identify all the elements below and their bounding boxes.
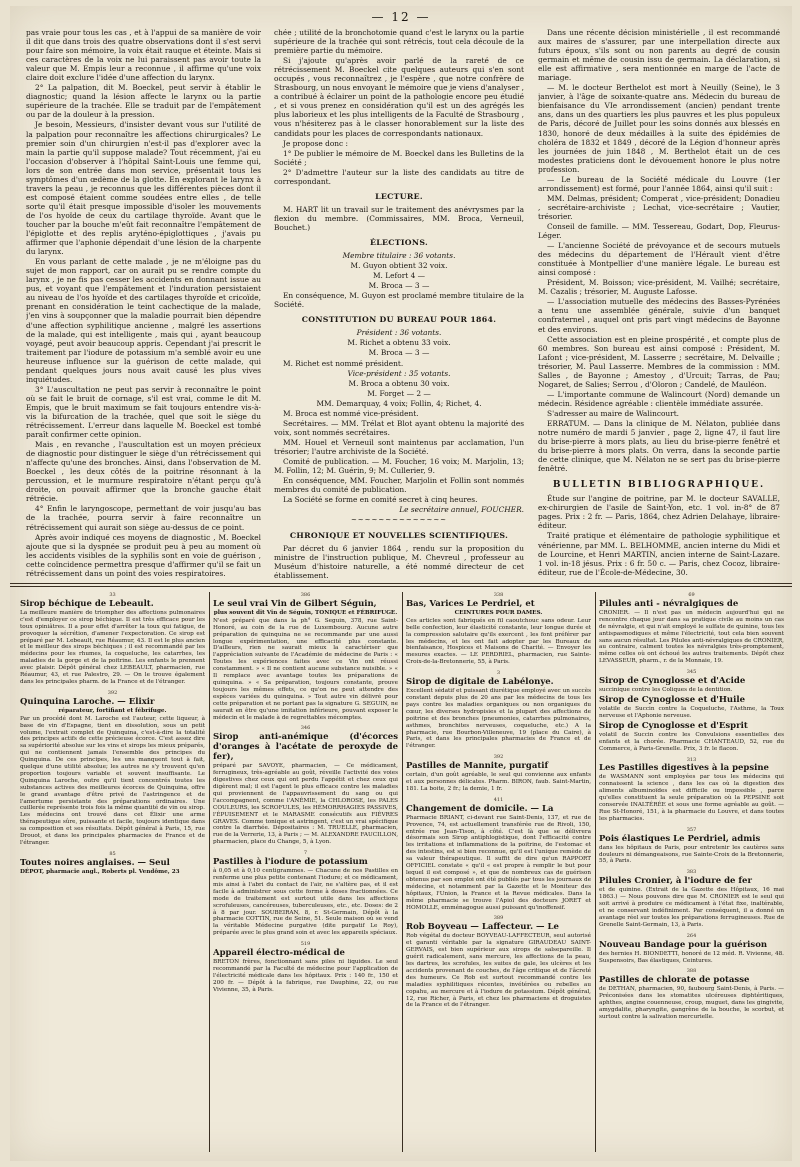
advert-title: Pastilles de Mannite, purgatif bbox=[406, 761, 549, 772]
vote-heading: Membre titulaire : 36 votants. bbox=[342, 251, 456, 261]
paragraph: chée ; utilité de la bronchotomie quand c'est le larynx ou la partie supérieure de la trachée qui sont rétrécis, tout cela découle de la première partie du mémoire. bbox=[274, 28, 524, 56]
advert bbox=[213, 857, 398, 937]
advert-title: Pastilles de chlorate de potasse bbox=[599, 975, 750, 986]
advert-body: succinique contre les Coliques de la dentition. bbox=[599, 687, 733, 694]
ad-number: 264 bbox=[686, 932, 697, 939]
ad-number: 3 bbox=[496, 670, 501, 677]
paragraph: 3° L'auscultation ne peut pas servir à reconnaître le point où se fait le bruit de cornage, s'il est vrai, comme le dit M. Empis, que le bruit maximum se fait toujours entendre vis-à-vis la bifurcation de la trachée, quel que soit le siège du rétrécissement. L'erreur dans laquelle M. Boeckel est tombé paraît confirmer cette opinion. bbox=[26, 384, 261, 440]
article-column-3 bbox=[538, 28, 780, 580]
ad-number: 345 bbox=[686, 669, 697, 676]
advert bbox=[406, 677, 591, 750]
advert-body: N'est préparé que dans la ph° G. Seguin, 378, rue Saint-Honoré, au coin de la rue de Luxembourg. Aucune autre préparation de quinquina ne se recommande par une aussi longue expérimentation, une efficacité plus constante. D'ailleurs, rien ne saurait mieux la caractériser que l'appréciation suivante de l'Académie de médecine de Paris : « Toutes les expériences faites avec ce Vin ont réussi constamment. » « Il ne contient aucune substance nuisible. » « Il remplace avec avantage toutes les préparations de quinquina. » « Sa préparation, toujours constante, prouve toujours les mêmes effets, ce qu'on ne peut attendre des espèces variées du quinquina. » Tout autre vin délivré pour cette préparation et ne portant pas la signature G. SEGUIN, ne saurait en être qu'une imitation inférieure, pouvant exposer le médecin et le malade à de regrettables mécomptes. bbox=[213, 617, 398, 721]
advert-title: Bas, Varices Le Perdriel, et bbox=[406, 598, 535, 609]
paragraph: 4° Enfin le laryngoscope, permettant de voir jusqu'au bas de la trachée, pourra servir à faire reconnaître un rétrécissement qui aurait son siège au-dessus de ce point. bbox=[26, 504, 261, 532]
advert-subtitle: CEINTURES POUR DAMES. bbox=[454, 609, 543, 616]
advert-body: certain, d'un goût agréable, le seul qui convienne aux enfants et aux personnes délicates. Pharm. BIRON, faub. Saint-Martin, 181. La boite, 2 fr.; la demie, 1 fr. bbox=[406, 772, 591, 792]
signature: Le secrétaire annuel, FOUCHER. bbox=[399, 505, 524, 515]
section-heading-lecture: LECTURE. bbox=[375, 191, 423, 201]
article-column-1 bbox=[26, 28, 261, 580]
bibliography-entry: Traité pratique et élémentaire de pathologie syphilitique et vénérienne, par MM. L. BELHOMME, ancien interne du Midi et de Lourcine, et Henri MARTIN, ancien interne de Saint-Lazare. 1 vol. in-18 jésus. Prix : 6 fr. 50 c. — Paris, chez Cocoz, libraire-éditeur, rue de l'École-de-Médecine, 30. bbox=[538, 531, 780, 577]
paragraph: Cette association est en pleine prospérité , et compte plus de 60 membres. Son bureau est ainsi composé : Président, M. Lafont ; vice-président, M. Lasserre ; secrétaire, M. Delvaille ; trésorier, M. Paul Lasserre. Membres de la commission : MM. Salles , de Bayonne ; Amestoy , d'Urcuit; Tarras, de Pau; Nogaret, de Salies; Serrou , d'Oloron ; Candelé, de Mauléon. bbox=[538, 334, 780, 389]
divider-rule bbox=[10, 583, 792, 584]
advert-body: volatile de Succin contre la Coqueluche, l'Asthme, la Toux nerveuse et l'Aphonie nerveuse. bbox=[599, 705, 784, 719]
paragraph: Je propose donc : bbox=[283, 138, 349, 148]
column-rule bbox=[209, 592, 210, 1152]
column-rule bbox=[402, 592, 403, 1152]
page-number: — 12 — bbox=[371, 10, 431, 24]
paragraph: M. HART lit un travail sur le traitement des anévrysmes par la flexion du membre. (Commissaires, MM. Broca, Verneuil, Bouchet.) bbox=[274, 204, 524, 232]
paragraph: Dans une récente décision ministérielle , il est recommandé aux maires de s'assurer, par une interpellation directe aux futurs époux, s'ils sont ou non parents au degré de cousin germain et même de cousin issu de germain. La déclaration, si elle est affirmative , sera mentionnée en marge de l'acte de mariage. bbox=[538, 28, 780, 83]
advert bbox=[213, 732, 398, 846]
advert-subtitle: DÉPOT, pharmacie angl., Roberts pl. Vendôme, 23 bbox=[20, 868, 180, 875]
advert-title: Sirop de Cynoglosse et d'Acide bbox=[599, 676, 746, 687]
advert-title: Rob Boyveau — Laffecteur. — Le bbox=[406, 922, 559, 933]
advert-column-1 bbox=[20, 592, 205, 1152]
ad-number: 389 bbox=[493, 915, 504, 922]
advert-body: dans les hôpitaux de Paris, pour entretenir les cautères sans douleurs ni démangeaisons, rue Sainte-Croix de la Bretonnerie, 55, à Paris. bbox=[599, 844, 784, 865]
vote-line: M. Broca — 3 — bbox=[368, 281, 430, 291]
advert-body: des hernies H. BIONDETTI, honoré de 12 méd. R. Vivienne, 48. Suspensoirs, Bas élastiques, Ceintures. bbox=[599, 950, 784, 964]
paragraph: MM. Houel et Verneuil sont maintenus par acclamation, l'un trésorier; l'autre archiviste de la Société. bbox=[274, 437, 524, 456]
advert bbox=[406, 804, 591, 912]
advert-title: Sirop de digitale de Labélonye. bbox=[406, 677, 554, 688]
advert bbox=[599, 599, 784, 665]
advert bbox=[20, 697, 205, 847]
section-heading-elections: ÉLECTIONS. bbox=[369, 237, 428, 247]
advert-title: Sirop béchique de Lebeault. bbox=[20, 598, 154, 609]
section-heading-bulletin: BULLETIN BIBLIOGRAPHIQUE. bbox=[552, 480, 766, 491]
advert-body: BRETON frères, fonctionnant sans piles ni liquides. Le seul recommandé par la Faculté de médecine pour l'application de l'électricité médicale dans les hôpitaux. Prix : 140 fr., 150 et 200 fr. — Dépôt à la fabrique, rue Dauphine, 22, ou rue Vivienne, 35, à Paris. bbox=[213, 959, 398, 993]
paragraph: pas vraie pour tous les cas , et à l'appui de sa manière de voir il dit que dans trois des quatre observations dont il s'est servi pour faire son mémoire, la voix était rauque et éteinte. Mais si ces caractères de la voix ne lui paraissent pas avoir toute la valeur que M. Empis leur a reconnue , il affirme qu'une voix claire doit exclure l'idée d'une affection du larynx. bbox=[26, 28, 261, 83]
advert-body: de DETHAN, pharmacien, 90, faubourg Saint-Denis, à Paris. — Préconisées dans les stomatites ulcéreuses diphtéritiques, aphthes, angine couenneuse, croup, muguet, dans les gingivite, amygdalite, pharyngite, gangrène de la bouche, le scorbut, et surtout contre la salivation mercurielle. bbox=[599, 986, 784, 1020]
ornament-divider: ~~~~~~~~~~~~~~ bbox=[350, 516, 448, 525]
paragraph: 2° D'admettre l'auteur sur la liste des candidats au titre de correspondant. bbox=[274, 167, 524, 186]
advert-title: Sirop de Cynoglosse et d'Huile bbox=[599, 694, 745, 705]
advert-body: CRONIER. — Il n'est pas un médecin aujourd'hui qui ne rencontre chaque jour dans sa pratique civile au moins un cas de névralgie, et qui n'ait employé le sulfate de quinine, tous les antispasmodiques et même l'électricité, tout cela bien souvent sans aucun résultat. Les Pilules anti-névralgiques de CRONIER, au contraire, calment toutes les névralgies très-promptement, même celles où ont échoué les autres traitements. Dépôt chez LEVASSEUR, pharm., r. de la Monnaie, 19. bbox=[599, 609, 784, 665]
paragraph: M. Richet est nommé président. bbox=[283, 358, 404, 368]
advert-body: Pharmacie BRIANT, ci-devant rue Saint-Denis, 137, et rue de Provence, 74, est actuellement transférée rue de Rivoli, 150, entrée rue Jean-Tison, à côté. C'est là que se délivrera désormais son Sirop antiphlogistique, dont l'efficacité contre les irritations et inflammations de la poitrine, de l'estomac et des intestins, est si bien reconnue, qu'il est l'unique remède de sa valeur thérapeutique. Il suffit de dire qu'un RAPPORT OFFICIEL constate « qu'il « est propre à remplir le but pour lequel il est composé », et que de nombreux cas de guérison obtenus par son emploi ont été publiés par tous les journaux de médecine, et notamment par la Gazette et le Moniteur des hôpitaux, l'Union, la France et la Revue médicales. Dans la même pharmacie se trouve l'Apiol des docteurs JORET et HOMOLLE, emménagogue aussi puissant qu'inoffensif. bbox=[406, 814, 591, 911]
advert-title: Nouveau Bandage pour la guérison bbox=[599, 939, 768, 950]
article-column-2 bbox=[274, 28, 524, 580]
ornament-divider bbox=[538, 579, 780, 580]
vote-line: M. Lefort 4 — bbox=[372, 271, 426, 281]
ad-number: 392 bbox=[493, 754, 504, 761]
paragraph: Comité de publication. — M. Foucher, 16 voix; M. Marjolin, 13; M. Follin, 12; M. Guérin, 9; M. Cullerier, 9. bbox=[274, 456, 524, 476]
divider-rule bbox=[10, 586, 792, 587]
ad-number: 338 bbox=[493, 592, 504, 598]
paragraph: Si j'ajoute qu'après avoir parlé de la rareté de ce rétrécissement M. Boeckel cite quelques auteurs qui s'en sont occupés , vous reconnaîtrez , je l'espère , que notre confrère de Strasbourg, un nous envoyant le mémoire que je viens d'analyser , a contribué à éclairer un point de la pathologie encore peu étudié , et si vous prenez en considération qu'il est un des agrégés les plus laborieux et les plus intelligents de la Faculté de Strasbourg , vous n'hésiterez pas à le classer honorablement sur la liste des candidats pour les places de correspondants nationaux. bbox=[274, 56, 524, 138]
ad-number: 346 bbox=[300, 725, 311, 732]
advert bbox=[20, 599, 205, 686]
column-rule bbox=[595, 592, 596, 1152]
paragraph: — L'importante commune de Walincourt (Nord) demande un médecin. Résidence agréable : clientèle immédiate assurée. bbox=[538, 389, 780, 408]
paragraph: — L'association mutuelle des médecins des Basses-Pyrénées a tenu une assemblée générale, suivie d'un banquet confraternel , auquel ont pris part vingt médecins de Bayonne et des environs. bbox=[538, 297, 780, 334]
paragraph: 2° La palpation, dit M. Boeckel, peut servir à établir le diagnostic; quand la lésion affecte le larynx ou la partie supérieure de la trachée. Elle se traduit par de l'empâtement ou par de la douleur à la pression. bbox=[26, 83, 261, 120]
advert-body: et de quinine. (Extrait de la Gazette des Hôpitaux, 16 mai 1863.) — Nous pouvons dire que M. CRONIER est le seul qui soit arrivé à produire ce médicament à l'état fixe, inaltérable, et ne conservant indéfiniment. Par conséquent, il a donné un avantage réel sur toutes les préparations ferrugineuses. Rue de Grenelle Saint-Germain, 13, à Paris. bbox=[599, 887, 784, 928]
paragraph: — Le bureau de la Société médicale du Louvre (1er arrondissement) est formé, pour l'année 1864, ainsi qu'il suit : bbox=[538, 174, 780, 193]
ad-number: 386 bbox=[300, 592, 311, 598]
paragraph: — M. le docteur Berthelot est mort à Neuilly (Seine), le 3 janvier, à l'âge de soixante-quatre ans. Médecin du bureau de bienfaisance du VIe arrondissement (ancien) pendant trente ans, dans un des quartiers les plus pauvres et les plus populeux de Paris, décoré de Juillet pour les soins donnés aux blessés en 1830, honoré de deux médailles à la suite des épidémies de choléra de 1832 et 1849 , décoré de la Légion d'honneur après les journées de juin 1848 , M. Berthelot était un de ces modestes praticiens dont le dévouement honore le plus notre profession. bbox=[538, 83, 780, 174]
advert-title: Appareil électro-médical de bbox=[213, 948, 345, 959]
advert bbox=[213, 948, 398, 994]
advert-body: La meilleure manière de triompher des affections pulmonaires c'est d'employer ce sirop béchique. Il est très efficace pour les toux opiniâtres. Il a pour effet d'arrêter la toux qui fatigue, de provoquer la sécrétion, d'amener l'expectoration. Ce sirop est préparé par M. Lebeault, rue Réaumur, 43. Il est le plus ancien et le meilleur des sirops béchiques ; il est recommandé par les médecins pour les rhumes, la coqueluche, les catarrhes, les maladies de la gorge et de la poitrine. Les enfants le prennent avec plaisir. Dépôt général chez LEBEAULT, pharmacien, rue Réaumur, 43, et rue Palestro, 29. — On le trouve également dans les principales pharm. de la France et de l'étranger. bbox=[20, 609, 205, 685]
ad-number: 383 bbox=[686, 869, 697, 876]
advert-body: volatil de Succin contre les Convulsions essentielles des enfants et la chorée. Pharmacie CHANTEAUD, 52, rue du Commerce, à Paris-Grenelle. Prix, 3 fr. le flacon. bbox=[599, 731, 784, 752]
advert bbox=[599, 940, 784, 965]
advert-body: à 0,05 et à 0,10 centigrammes. — Chacune de nos Pastilles en renferme une plus petite contenant l'iodure; et ce médicament, mis ainsi à l'abri du contact de l'air, ne s'altère pas, et il est facile à administrer sous cette forme à doses fractionnées. Ce mode de traitement est surtout utile dans les affections scrofuleuses, cancéreuses, tuberculeuses, etc., etc. Doses: de 2 à 8 par jour. SOUBEIRAN, 8, r. St-Germain, Dépôt à la pharmacie COTTIN, rue de Seine, 51. Seule maison où se vend la véritable Médecine purgative (dite purgatif Le Roy), préparée avec le plus grand soin et avec les appareils spéciaux. bbox=[213, 868, 398, 937]
ad-number: 85 bbox=[109, 850, 116, 857]
paragraph: Mais , en revanche , l'auscultation est un moyen précieux de diagnostic pour distinguer le siège d'un rétrécissement qui n'affecte qu'une des bronches. Ainsi, dans l'observation de M. Boeckel , les deux côtés de la poitrine résonnant à la percussion, et le murmure respiratoire n'étant perçu qu'à droite, on pouvait affirmer que la bronche gauche était rétrécie. bbox=[26, 440, 261, 504]
ad-number: 411 bbox=[493, 796, 504, 803]
vote-line: M. Guyon obtient 32 voix. bbox=[350, 261, 448, 271]
vote-line: MM. Demarquay, 4 voix; Follin, 4; Richet, 4. bbox=[316, 398, 482, 408]
advert-subtitle: réparateur, fortifiant et fébrifuge. bbox=[58, 707, 167, 714]
advert-title: Pilules Cronier, à l'iodure de fer bbox=[599, 876, 752, 887]
paragraph: La Société se forme en comité secret à cinq heures. bbox=[283, 495, 478, 505]
advert-title: Sirop de Cynoglosse et d'Esprit bbox=[599, 720, 748, 731]
advert-body: Rob végétal du docteur BOYVEAU-LAFFECTEUR, seul autorisé et garanti véritable par la signature GIRAUDEAU SAINT-GERVAIS, est bien supérieur aux sirops de salsepareille. Il guérit radicalement, sans mercure, les affections de la peau, les dartres, les scrofules, les suites de gale, les ulcères et les accidents provenant de couches, de l'âge critique et de l'âcreté des humeurs. Ce Rob est surtout recommandé contre les maladies syphilitiques récentes, invétérées ou rebelles au copahu, au mercure et à l'iodure de potassium. Dépôt général, 12, rue Richer, à Paris, et chez les pharmaciens et droguistes de la France et de l'étranger. bbox=[406, 933, 591, 1009]
advert-title: Toutes noires anglaises. — Seul bbox=[20, 857, 170, 868]
advert-title: Pois élastiques Le Perdriel, admis bbox=[599, 833, 761, 844]
paragraph: Secrétaires. — MM. Trélat et Blot ayant obtenu la majorité des voix, sont nommés secrétaires. bbox=[274, 418, 524, 437]
advert-body: Excellent sédatif et puissant diurétique employé avec un succès constant depuis plus de 20 ans par les médecins de tous les pays contre les maladies organiques ou non organiques du cœur, les diverses hydropisies et la plupart des affections de poitrine et des bronches (pneumonies, catarrhes pulmonaires, asthmes, bronchites nerveuses, coqueluche, etc.) A la pharmacie, rue Bourbon-Villeneuve, 19 (place du Caire), à Paris, et dans les principales pharmacies de France et de l'étranger. bbox=[406, 688, 591, 750]
ad-number: 388 bbox=[686, 968, 697, 975]
vote-line: M. Richet a obtenu 33 voix. bbox=[347, 338, 451, 348]
ad-number: 313 bbox=[686, 756, 697, 763]
ad-number: 33 bbox=[109, 592, 116, 598]
ad-number: 69 bbox=[688, 592, 695, 598]
advert-column-4 bbox=[599, 592, 784, 1152]
paragraph: Je besoin, Messieurs, d'insister devant vous sur l'utilité de la palpation pour reconnaître les affections chirurgicales? Le premier soin d'un chirurgien n'est-il pas d'explorer avec la main la partie qu'il suppose malade? Tout récemment, j'ai eu l'occasion d'observer à l'hôpital Saint-Louis une femme qui, lors de son entrée dans mon service, présentait tous les symptômes d'un œdème de la glotte. En explorant le larynx à travers la peau , je reconnus que les différentes pièces dont il est composé étaient comme soudées entre elles , de telle sorte qu'il était presque impossible d'isoler les mouvements de l'os hyoïde de ceux du cartilage thyroïde. Avant que le toucher par la bouche m'eût fait reconnaître l'empâtement de l'épiglotte et des replis aryténo-épiglottiques , j'avais pu affirmer que l'aphonie dépendait d'une lésion de la charpente du larynx. bbox=[26, 120, 261, 257]
advert-column-3 bbox=[406, 592, 591, 1152]
advert-column-2 bbox=[213, 592, 398, 1152]
ad-number: 357 bbox=[686, 826, 697, 833]
paragraph: Par décret du 6 janvier 1864 , rendu sur la proposition du ministre de l'instruction publique, M. Chevreul , professeur au Muséum d'histoire naturelle, a été nommé directeur de cet établissement. bbox=[274, 544, 524, 580]
advert bbox=[599, 676, 784, 752]
ad-number: 519 bbox=[300, 941, 311, 948]
advert-title: Quinquina Laroche. — Elixir bbox=[20, 696, 155, 707]
paragraph: ERRATUM. — Dans la clinique de M. Nélaton, publiée dans notre numéro de mardi 5 janvier , page 2, ligne 47, il faut lire du brise-pierre à mors plats, au lieu du brise-pierre fenêtré et du brise-pierre à mors plats. On verra, dans la seconde partie de cette clinique, que M. Nélaton ne se sert pas du brise-pierre fenêtré. bbox=[538, 418, 780, 474]
advert bbox=[213, 599, 398, 722]
advert bbox=[406, 599, 591, 666]
advert-subtitle: plus souvent dit Vin de Séguin, TONIQUE et FÉBRIFUGE. bbox=[213, 609, 398, 616]
paragraph: 1° De publier le mémoire de M. Boeckel dans les Bulletins de la Société ; bbox=[274, 148, 524, 167]
vote-line: M. Forget — 2 — bbox=[367, 388, 431, 398]
advert-title: Pilules anti - névralgiques de bbox=[599, 598, 739, 609]
advert bbox=[599, 763, 784, 822]
paragraph: — L'ancienne Société de prévoyance et de secours mutuels des médecins du département de l'Hérault vient d'être constituée à Montpellier d'une manière légale. Le bureau est ainsi composé : bbox=[538, 241, 780, 278]
paragraph: Président, M. Boisson; vice-président, M. Vailhé; secrétaire, M. Cazalis ; trésorier, M. Auguste Lafosse. bbox=[538, 278, 780, 297]
vote-heading: Vice-président : 35 votants. bbox=[347, 368, 451, 378]
paragraph: En vous parlant de cette malade , je ne m'éloigne pas du sujet de mon rapport, car on aurait pu se rendre compte du larynx , je ne fis pas cesser les accidents en donnant issue au pus, et voyant que l'empâtement et l'induration persistaient au niveau de l'os hyoïde et des cartilages thyroïde et cricoïde, prenant en considération le teint cachectique de la malade, j'en vins à soupçonner que la maladie pourrait bien dépendre d'une affection syphilitique ancienne , malgré les assertions de la malade, qui est intelligente , mais qui , ayant beaucoup voyagé, peut avoir beaucoup appris. Cependant j'ai prescrit le traitement par l'iodure de potassium m'a semblé avoir eu une heureuse influence sur la guérison de cette malade, qui pendant quelques jours nous avait causé les plus vives inquiétudes. bbox=[26, 257, 261, 384]
advert-body: Par un procédé dont M. Laroche est l'auteur, cette liqueur, à base de vin d'Espagne, tient en dissolution, sous un petit volume, l'extrait complet de Quinquina, c'est-à-dire la totalité des principes actifs de cette précieuse écorce. C'est assez dire sa supériorité absolue sur les vins et sirops les mieux préparés, qui ne contiennent jamais l'ensemble des principes du Quinquina. De ces principes, les uns manquent tout à fait, quelque d'une utilité absolue; les autres ne s'y trouvent qu'en proportion toujours variable et souvent insuffisante. Le Quinquina Laroche, outre qu'il tient concentrés toutes les substances actives des meilleures écorces de Quinquina, offre le grand avantage d'être privé de l'astringence et de l'amertume persistante des préparations ordinaires. Une cuillerée représente trois fois la même quantité de vin ou sirop. Les médecins ont trouvé dans cet Élixir une arme thérapeutique sûre, puissante et facile, toujours identique dans sa composition et ses résultats. Dépôt général à Paris, 15, rue Drouot, et dans les principales pharmacies de France et de l'étranger. bbox=[20, 715, 205, 846]
section-heading-chronique: CHRONIQUE ET NOUVELLES SCIENTIFIQUES. bbox=[289, 531, 509, 541]
paragraph: En conséquence, M. Guyon est proclamé membre titulaire de la Société. bbox=[274, 291, 524, 310]
paragraph: S'adresser au maire de Walincourt. bbox=[547, 408, 680, 418]
vote-heading: Président : 36 votants. bbox=[356, 328, 442, 338]
advert-title: Pastilles à l'iodure de potassium bbox=[213, 857, 368, 868]
advert-title: Changement de domicile. — La bbox=[406, 803, 554, 814]
ad-number: 392 bbox=[107, 689, 118, 696]
advert-title: Le seul vrai Vin de Gilbert Séguin, bbox=[213, 598, 377, 609]
advert bbox=[20, 858, 205, 876]
paragraph: Conseil de famille. — MM. Tessereau, Godart, Dop, Fleurus-Léger. bbox=[538, 221, 780, 241]
paragraph: M. Broca est nommé vice-président. bbox=[283, 408, 419, 418]
advert-body: préparé par SAVOYE, pharmacien, — Ce médicament, ferrugineux, très-agréable au goût, réveille l'activité des voies digestives chez ceux qui ont perdu l'appétit et chez ceux qui digèrent mal; il est l'agent le plus efficace contre les maladies qui proviennent de l'appauvrissement du sang ou qui l'accompagnent, comme l'ANÉMIE, la CHLOROSE, les PALES COULEURS, les SCROFULES, les HÉMORRHAGIES PASSIVES, l'ÉPUISEMENT et le MARASME consécutifs aux FIÈVRES GRAVES. Comme tonique et astringent, c'est un vrai spécifique contre la diarrhée. Dépositaires : M. TRUELLE, pharmacien, rue de la Verrerie, 13, à Paris ; — M. ALEXANDRE FAUCILLON, pharmacien, place du Change, 5, à Lyon. bbox=[213, 763, 398, 846]
section-heading-bureau: CONSTITUTION DU BUREAU POUR 1864. bbox=[301, 315, 497, 325]
vote-line: M. Broca — 3 — bbox=[368, 348, 430, 358]
advert bbox=[406, 761, 591, 793]
advert-title: Sirop anti-anémique (d'écorces d'oranges à l'acétate de peroxyde de fer), bbox=[213, 732, 398, 763]
ad-number: 7 bbox=[303, 850, 308, 857]
paragraph bbox=[26, 579, 261, 580]
paragraph: MM. Delmas, président; Comperat , vice-président; Donadieu , secrétaire-archiviste ; Lechat, vice-secrétaire ; Vautier, trésorier. bbox=[538, 193, 780, 221]
paragraph: En conséquence, MM. Foucher, Marjolin et Follin sont nommés membres du comité de publication. bbox=[274, 476, 524, 495]
advert bbox=[599, 975, 784, 1021]
newspaper-page bbox=[10, 6, 792, 1161]
vote-line: M. Broca a obtenu 30 voix. bbox=[348, 378, 450, 388]
paragraph: Après avoir indiqué ces moyens de diagnostic , M. Boeckel ajoute que si la dyspnée se produit peu à peu au moment où les accidents visibles de la syphilis sont en voie de guérison , cette coïncidence permettra presque d'affirmer qu'il se fait un rétrécissement dans un point des voies respiratoires. bbox=[26, 532, 261, 578]
advert bbox=[599, 834, 784, 866]
advert-body: de WASMANN sont employées par tous les médecins qui connaissent la science , dans les cas où la digestion des aliments albuminoïdes est difficile ou impossible , parce qu'elles constituent la seule préparation où la PEPSINE soit conservée INALTÉRÉE et sous une forme agréable au goût. — Rue St-Honoré, 151, à la pharmacie du Louvre, et dans toutes les pharmacies. bbox=[599, 774, 784, 822]
advert-body: Ces articles sont fabriqués en fil caoutchouc sans odeur. Leur belle confection, leur élasticité constante, leur longue durée et la compression salutaire qu'ils exercent , les font préférer par les médecins, et les ont fait adopter par les Bureaux de bienfaisance, Hospices et Maisons de Charité. — Envoyer les mesures exactes. — LE PERDRIEL, pharmacien, rue Sainte-Croix-de-la-Bretonnerie, 55, à Paris. bbox=[406, 617, 591, 666]
advert bbox=[599, 876, 784, 928]
advert-title: Les Pastilles digestives à la pepsine bbox=[599, 763, 769, 774]
advert bbox=[406, 922, 591, 1009]
bibliography-entry: Étude sur l'angine de poitrine, par M. le docteur SAVALLE, ex-chirurgien de l'asile de Saint-Yon, etc. 1 vol. in-8° de 87 pages. Prix : 2 fr. — Paris, 1864, chez Adrien Delahaye, libraire-éditeur. bbox=[538, 494, 780, 531]
